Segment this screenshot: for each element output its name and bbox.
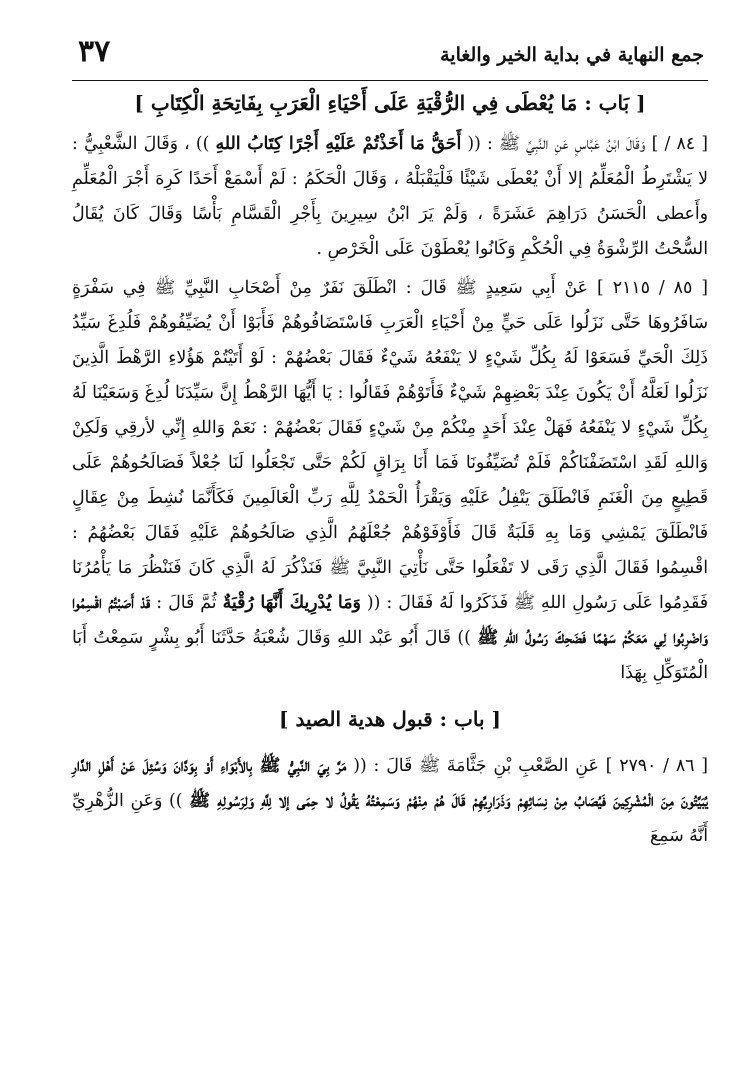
page-number: ٣٧ (78, 34, 111, 69)
narration-text: عَنْ أَبِي سَعِيدٍ ﷺ قَالَ : انْطَلَقَ نَفَرٌ مِنْ أَصْحَابِ النَّبِيِّ ﷺ فِي سَفْرَةٍ سَافَرُوهَا حَتَّى نَزَلُوا عَلَى حَيٍّ مِنْ أَحْيَاءِ الْعَرَبِ فَاسْتَضَافُوهُمْ فَأَبَوْا أَنْ يُضَيِّفُوهُمْ فَلُدِغَ سَيِّدُ ذَلِكَ الْحَيِّ فَسَعَوْا لَهُ بِكُلِّ شَيْءٍ لا يَنْفَعُهُ شَيْءٌ فَقَالَ بَعْضُهُمْ : لَوْ أَتَيْتُمْ هَؤُلاءِ الرَّهْطَ الَّذِينَ نَزَلُوا لَعَلَّهُ أَنْ يَكُونَ عِنْدَ بَعْضِهِمْ شَيْءٌ فَأَتَوْهُمْ فَقَالُوا : يَا أَيُّهَا الرَّهْطُ إِنَّ سَيِّدَنَا لُدِغَ وَسَعَيْنَا لَهُ بِكُلِّ شَيْءٍ لا يَنْفَعُهُ فَهَلْ عِنْدَ أَحَدٍ مِنْكُمْ مِنْ شَيْءٍ فَقَالَ بَعْضُهُمْ : نَعَمْ وَاللهِ إِنِّي لأرقِي وَلَكِنْ وَاللهِ لَقَدِ اسْتَضَفْنَاكُمْ فَلَمْ تُضَيِّفُونَا فَمَا أَنَا بِرَاقٍ لَكُمْ حَتَّى تَجْعَلُوا لَنَا جُعْلاً فَصَالَحُوهُمْ عَلَى قَطِيعٍ مِنَ الْغَنَمِ فَانْطَلَقَ يَتْفِلُ عَلَيْهِ وَيَقْرَأُ الْحَمْدُ لِلَّهِ رَبِّ الْعَالَمِينَ فَكَأَنَّمَا نُشِطَ مِنْ عِقَالٍ فَانْطَلَقَ يَمْشِي وَمَا بِهِ قَلَبَةٌ قَالَ فَأَوْفَوْهُمْ جُعْلَهُمُ الَّذِي صَالَحُوهُمْ عَلَيْهِ فَقَالَ بَعْضُهُمُ : اقْسِمُوا فَقَالَ الَّذِي رَقَى لا تَفْعَلُوا حَتَّى نَأْتِيَ النَّبِيَّ ﷺ فَنَذْكُرَ لَهُ الَّذِي كَانَ فَنَنْظُرَ مَا يَأْمُرُنَا فَقَدِمُوا عَلَى رَسُولِ اللهِ ﷺ فَذَكَرُوا لَهُ فَقَالَ : (( (72, 278, 709, 613)
narration-text: ثُمَّ قَالَ : (156, 593, 217, 613)
hadith-number: [ ٨٥ / ٢١١٥ ] (597, 278, 708, 298)
hadith-paragraph (72, 749, 708, 854)
hadith-text: مَرَّ بِيَ النَّبِيُّ ﷺ بِالأَبْوَاءِ أَوْ بِوَدَّانَ وَسُئِلَ عَنْ أَهْلِ الدَّارِ يُبَيَّتُونَ مِنَ الْمُشْرِكِينَ فَيُصَابُ مِنْ نِسَائِهِمْ وَذَرَارِيِّهِمْ قَالَ هُمْ مِنْهُمْ وَسَمِعْتُهُ يَقُولُ لا حِمَى إلا لِلَّهِ وَلِرَسُولِهِ ﷺ (72, 756, 709, 811)
page-header (72, 32, 708, 81)
hadith-number: [ ٨٤ / ] (651, 134, 708, 154)
narration-intro: وَقَالَ ابْنُ عَبَّاسٍ عَنِ النَّبِيِّ ﷺ : (( (467, 134, 646, 154)
book-title: جمع النهاية في بداية الخير والغاية (440, 44, 704, 66)
hadith-paragraph (72, 127, 708, 267)
hadith-text: وَمَا يُدْرِيكَ أَنَّهَا رُقْيَةٌ (222, 593, 361, 613)
hadith-number: [ ٨٦ / ٢٧٩٠ ] (605, 756, 708, 776)
hadith-paragraph (72, 271, 708, 691)
narration-text: )) قَالَ أَبُو عَبْد اللهِ وَقَالَ شُعْبَةُ حَدَّثَنَا أَبُو بِشْرٍ سَمِعْتُ أَبَا الْمُتَوَكِّلِ بِهَذَا (72, 628, 708, 683)
narration-text: )) ، وَقَالَ الشَّعْبِيُّ : لا يَشْتَرِطُ الْمُعَلِّمُ إلا أَنْ يُعْطَى شَيْئًا فَلْيَقْبَلْهُ ، وَقَالَ الْحَكَمُ : لَمْ أَسْمَعْ أَحَدًا كَرِهَ أَجْرَ الْمُعَلِّمِ وأَعطى الْحَسَنُ دَرَاهِمَ عَشَرَةً ، وَلَمْ يَرَ ابْنُ سِيرِينَ بِأَجْرِ الْقَسَّامِ بَأْسًا وَقَالَ كَانَ يُقَالُ السُّحْتُ الرِّشْوَةُ فِي الْحُكْمِ وَكَانُوا يُعْطَوْنَ عَلَى الْخَرْصِ . (72, 134, 708, 259)
hadith-text: أَحَقُّ مَا أَخَذْتُمْ عَلَيْهِ أَجْرًا كِتَابُ اللهِ (215, 134, 462, 154)
hadith-text: قَدْ أَصَبْتُمُ اقْسِمُوا وَاضْرِبُوا لِي مَعَكُمْ سَهْمًا فَضَحِكَ رَسُولُ اللهِ ﷺ (72, 593, 708, 648)
chapter-heading: [ بَاب : مَا يُعْطَى فِي الرُّقْيَةِ عَلَى أَحْيَاءِ الْعَرَبِ بِفَاتِحَةِ الْكِتَابِ ] (134, 91, 646, 115)
book-page (72, 32, 708, 1072)
narration-intro: عَنِ الصَّعْبِ بْنِ جَثَّامَةَ ﷺ قَالَ : (( (353, 756, 599, 776)
narration-text: )) وَعَنِ الزُّهْرِيِّ أَنَّهُ سَمِعَ (72, 791, 708, 846)
chapter-heading: [ باب : قبول هدية الصيد ] (279, 707, 501, 731)
